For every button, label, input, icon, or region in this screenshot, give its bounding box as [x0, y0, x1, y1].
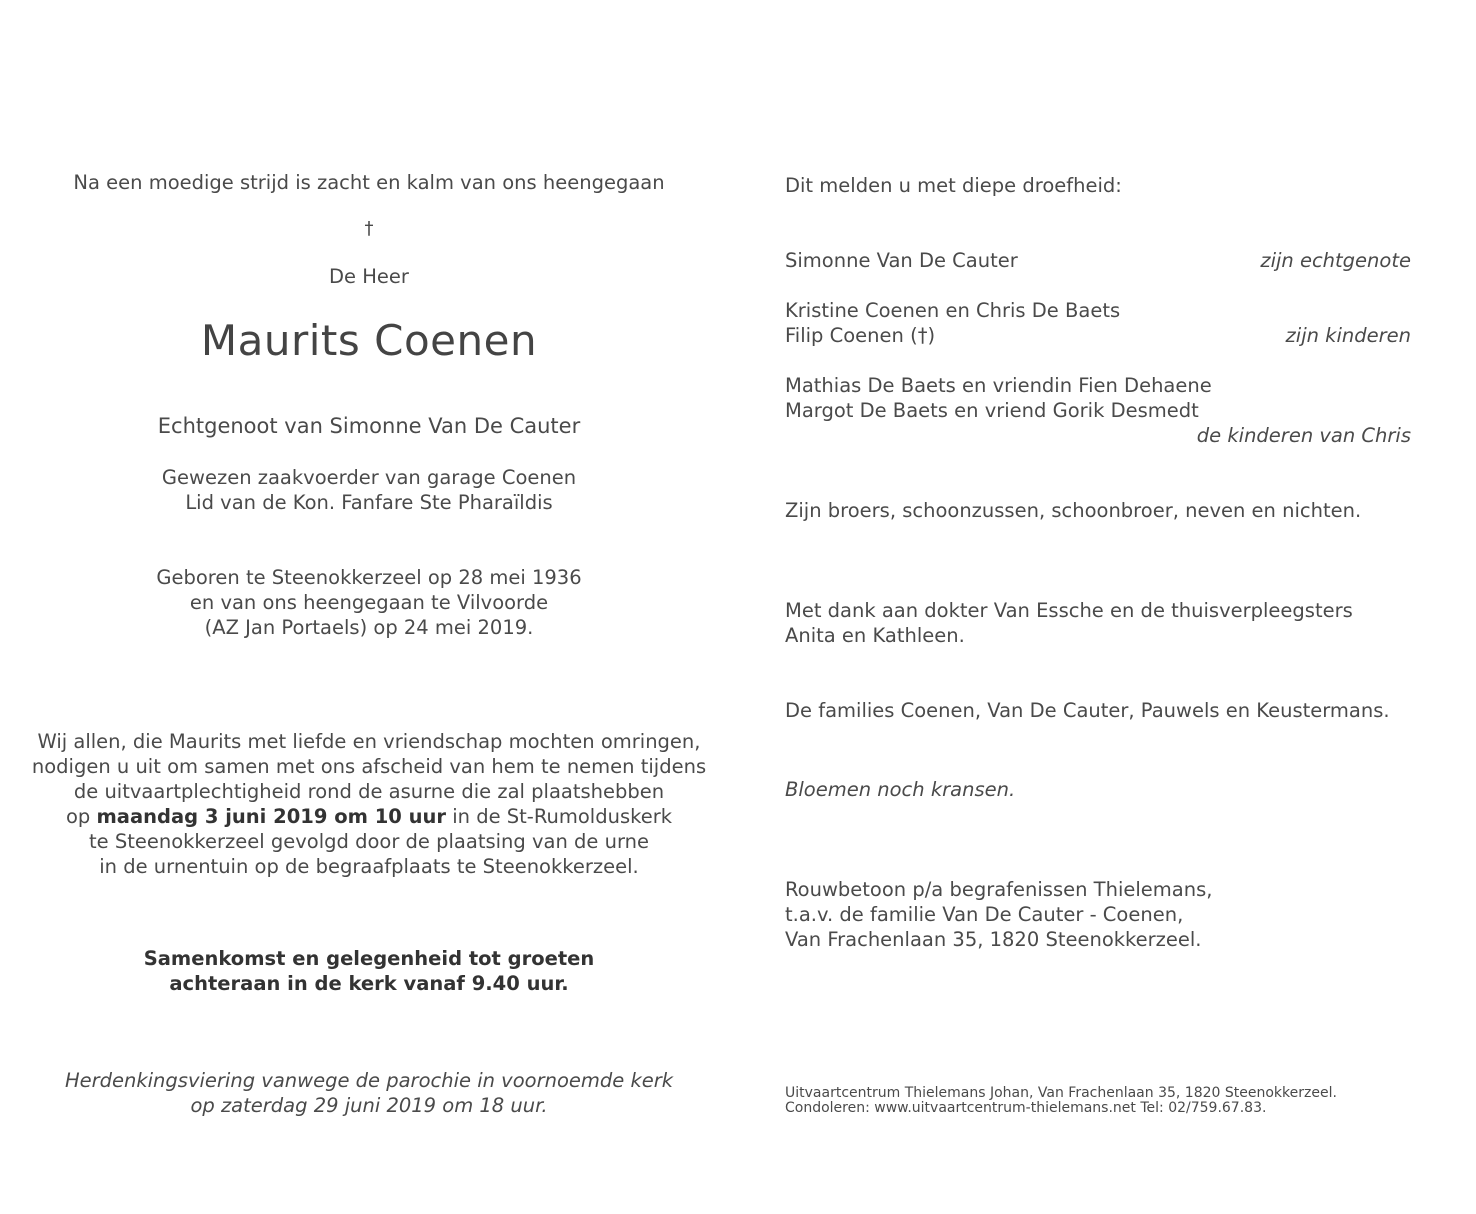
- relatives-text: Zijn broers, schoonzussen, schoonbroer, neven en nichten.: [785, 499, 1362, 522]
- deceased-name: Maurits Coenen: [200, 316, 538, 365]
- spouse-row: [785, 248, 1411, 273]
- roles-block: [10, 465, 728, 515]
- thanks-block: [785, 598, 1411, 648]
- grandchildren-relation: de kinderen van Chris: [1196, 424, 1411, 447]
- children-relation: zijn kinderen: [1285, 324, 1411, 347]
- funeral-date: maandag 3 juni 2019 om 10 uur: [96, 805, 447, 828]
- memorial-line: Herdenkingsviering vanwege de parochie in voornoemde kerk: [64, 1069, 674, 1092]
- deceased-name-block: [10, 316, 728, 366]
- announce-block: [785, 173, 1411, 198]
- role-line: Lid van de Kon. Fanfare Ste Pharaïldis: [185, 491, 553, 514]
- gathering-line: achteraan in de kerk vanaf 9.40 uur.: [169, 972, 569, 995]
- right-column: [785, 0, 1411, 1214]
- announce-text: Dit melden u met diepe droefheid:: [785, 174, 1122, 197]
- intro-text: Na een moedige strijd is zacht en kalm van ons heengegaan: [73, 171, 665, 194]
- invitation-line: in de urnentuin op de begraafplaats te Steenokkerzeel.: [99, 855, 639, 878]
- spouse-name: Simonne Van De Cauter: [785, 249, 1018, 272]
- flowers-text: Bloemen noch kransen.: [785, 778, 1016, 801]
- left-column: [10, 0, 728, 1214]
- footer-line: Condoleren: www.uitvaartcentrum-thielemans.net Tel: 02/759.67.83.: [785, 1100, 1267, 1116]
- families-block: [785, 698, 1411, 723]
- grandchild-line: Margot De Baets en vriend Gorik Desmedt: [785, 399, 1199, 422]
- children-entry: [785, 298, 1411, 348]
- footer-block: [785, 1086, 1411, 1116]
- child-line: Kristine Coenen en Chris De Baets: [785, 299, 1121, 322]
- address-line: Van Frachenlaan 35, 1820 Steenokkerzeel.: [785, 928, 1202, 951]
- cross-block: [10, 218, 728, 240]
- invitation-line: Wij allen, die Maurits met liefde en vriendschap mochten omringen,: [37, 730, 701, 753]
- gathering-block: [10, 946, 728, 996]
- grandchildren-entry: [785, 373, 1411, 448]
- invitation-prefix: op: [65, 805, 91, 828]
- birth-block: [10, 565, 728, 640]
- thanks-line: Anita en Kathleen.: [785, 624, 965, 647]
- honorific-block: [10, 264, 728, 289]
- birth-line: Geboren te Steenokkerzeel op 28 mei 1936: [156, 566, 582, 589]
- invitation-block: [10, 729, 728, 879]
- child-line: Filip Coenen (†): [785, 324, 936, 347]
- birth-line: (AZ Jan Portaels) op 24 mei 2019.: [204, 616, 534, 639]
- role-line: Gewezen zaakvoerder van garage Coenen: [161, 466, 577, 489]
- spouse-entry: [785, 248, 1411, 273]
- relatives-block: [785, 498, 1411, 523]
- spouse-line-block: [10, 414, 728, 439]
- gathering-line: Samenkomst en gelegenheid tot groeten: [143, 947, 595, 970]
- invitation-line: te Steenokkerzeel gevolgd door de plaatsing van de urne: [88, 830, 649, 853]
- memorial-line: op zaterdag 29 juni 2019 om 18 uur.: [190, 1094, 548, 1117]
- children-row: [785, 323, 1411, 348]
- invitation-line: nodigen u uit om samen met ons afscheid van hem te nemen tijdens: [31, 755, 707, 778]
- families-text: De families Coenen, Van De Cauter, Pauwels en Keustermans.: [785, 699, 1390, 722]
- birth-line: en van ons heengegaan te Vilvoorde: [189, 591, 549, 614]
- flowers-block: [785, 777, 1411, 802]
- invitation-line: [10, 804, 728, 829]
- cross-symbol: †: [364, 218, 374, 239]
- address-line: Rouwbetoon p/a begrafenissen Thielemans,: [785, 878, 1213, 901]
- invitation-line: de uitvaartplechtigheid rond de asurne die zal plaatshebben: [73, 780, 665, 803]
- memorial-block: [10, 1068, 728, 1118]
- grandchild-line: Mathias De Baets en vriendin Fien Dehaene: [785, 374, 1212, 397]
- thanks-line: Met dank aan dokter Van Essche en de thuisverpleegsters: [785, 599, 1353, 622]
- address-line: t.a.v. de familie Van De Cauter - Coenen,: [785, 903, 1184, 926]
- footer-line: Uitvaartcentrum Thielemans Johan, Van Frachenlaan 35, 1820 Steenokkerzeel.: [785, 1085, 1337, 1101]
- spouse-relation: zijn echtgenote: [1260, 249, 1411, 272]
- address-block: [785, 877, 1411, 952]
- invitation-suffix: in de St-Rumolduskerk: [452, 805, 673, 828]
- honorific: De Heer: [329, 265, 409, 288]
- spouse-line: Echtgenoot van Simonne Van De Cauter: [157, 414, 581, 438]
- intro-block: [10, 170, 728, 195]
